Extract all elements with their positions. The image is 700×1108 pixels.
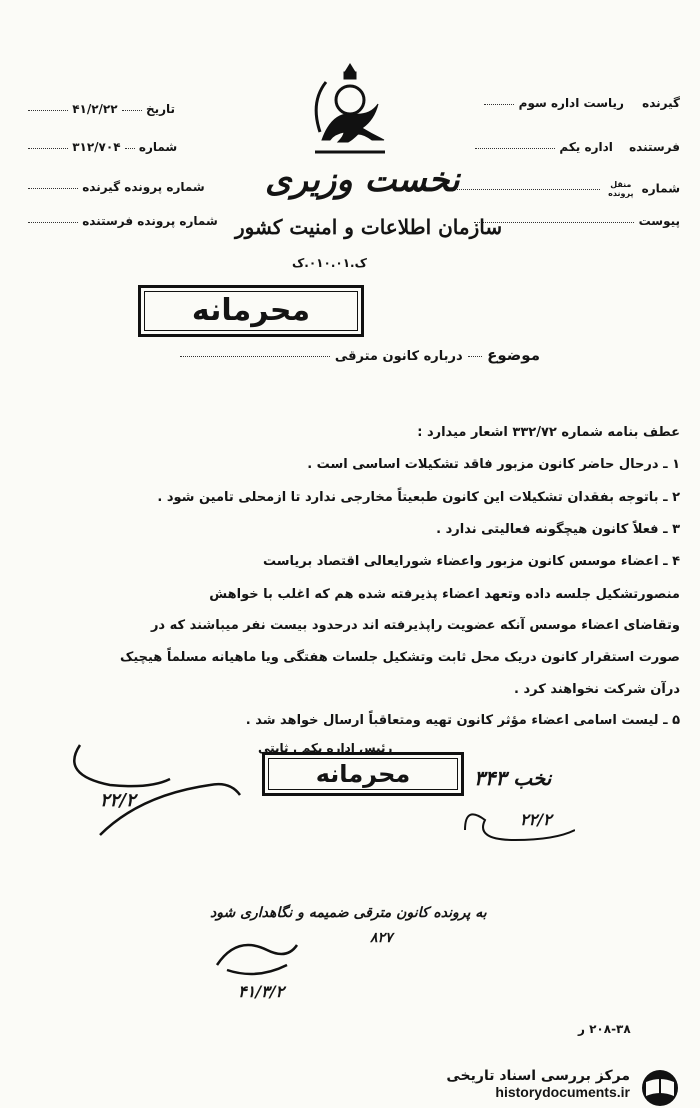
attachment-number-row: [450, 180, 680, 198]
date-value: ۴۱/۲/۲۲: [72, 102, 118, 116]
recipient-row: [484, 96, 680, 110]
recipient-label: گیرنده: [642, 96, 680, 110]
date-row: [28, 102, 175, 116]
handwritten-initials-left: ۲۲/۲: [100, 790, 136, 811]
sender-row: [475, 140, 680, 154]
number-sub-bottom: پرونده: [608, 189, 634, 198]
sender-file-row: [28, 214, 218, 228]
subject-value: درباره کانون مترقی: [334, 349, 463, 364]
classification-stamp: [138, 285, 364, 337]
sender-label: فرستنده: [629, 140, 680, 154]
classification-stamp-text: محرمانه: [144, 291, 358, 331]
attachment-label: پیوست: [638, 214, 680, 228]
subject-row: [180, 346, 540, 364]
sender-file-label: شماره پرونده فرستنده: [82, 214, 218, 228]
ministry-title: نخست وزیری: [265, 160, 460, 200]
bottom-classification-stamp: [262, 752, 464, 796]
org-code: ک.۰۱۰.۰۱.ک: [292, 256, 367, 270]
archive-note: به پرونده کانون مترقی ضمیمه و نگاهداری شود: [210, 905, 487, 921]
recipient-value: ریاست اداره سوم: [518, 96, 624, 110]
archive-number: ۸۲۷: [370, 930, 393, 946]
body-item-3: ۳ ـ فعلاً کانون هیچگونه فعالیتی ندارد .: [436, 522, 680, 537]
lion-and-sun-emblem: [300, 62, 400, 162]
watermark-logo-icon: [632, 1068, 688, 1108]
chief-signature: رئیس اداره یکم . ثابتی: [258, 741, 393, 755]
body-item-5: ۵ ـ لیست اسامی اعضاء مؤثر کانون تهیه ومتعاقباً ارسال خواهد شد .: [245, 713, 680, 728]
number-label-left: شماره: [138, 140, 178, 154]
archive-signature-scribble: [212, 940, 302, 980]
handwritten-note: نخب ۳۴۳: [474, 766, 552, 790]
sender-value: اداره یکم: [559, 140, 613, 154]
attachment-row: [474, 214, 680, 228]
bottom-stamp-text: محرمانه: [268, 758, 458, 790]
archive-date: ۴۱/۳/۲: [238, 982, 285, 1001]
body-item-4: ۴ ـ اعضاء موسس کانون مزبور واعضاء شورایعالی اقتصاد بریاست: [262, 554, 680, 569]
body-intro: عطف بنامه شماره ۳۳۲/۷۲ اشعار میدارد :: [417, 425, 680, 440]
number-label-right: شماره: [641, 181, 680, 196]
organization-name: سازمان اطلاعات و امنیت کشور: [235, 215, 503, 239]
watermark-name: مرکز بررسی اسناد تاریخی: [446, 1068, 630, 1084]
number-sub-top: منقل: [610, 180, 632, 189]
subject-label: موضوع: [487, 346, 540, 364]
body-item-2: ۲ ـ باتوجه بفقدان تشکیلات این کانون طبعیتاً مخارجی ندارد تا ازمحلی تامین شود .: [157, 490, 680, 505]
watermark-url: historydocuments.ir: [495, 1084, 630, 1100]
handwritten-initials-right: ۲۲/۲: [520, 810, 552, 829]
recipient-file-row: [28, 180, 205, 194]
number-value: ۳۱۲/۷۰۴: [72, 140, 121, 154]
signature-scribble: [60, 735, 260, 845]
body-item-1: ۱ ـ درحال حاضر کانون مزبور فاقد تشکیلات اساسی است .: [307, 457, 680, 472]
number-row: [28, 140, 177, 154]
body-line-5: منصورتشکیل جلسه داده وتعهد اعضاء پذیرفته شده هم که اغلب با خواهش: [209, 587, 680, 602]
recipient-file-label: شماره پرونده گیرنده: [82, 180, 205, 194]
document-number: ۲۰۸-۳۸ ر: [578, 1022, 631, 1036]
watermark: [420, 1068, 630, 1100]
date-label: تاریخ: [145, 102, 176, 116]
body-line-6: وتقاضای اعضاء موسس آنکه عضویت راپذیرفته اند درحدود بیست نفر میباشند که در: [150, 618, 680, 633]
initial-scribble: [455, 800, 575, 850]
body-line-8: درآن شرکت نخواهند کرد .: [514, 682, 680, 697]
body-line-7: صورت استقرار کانون دریک محل ثابت وتشکیل جلسات هفتگی ویا ماهیانه مسلماً هیچیک: [120, 650, 680, 665]
